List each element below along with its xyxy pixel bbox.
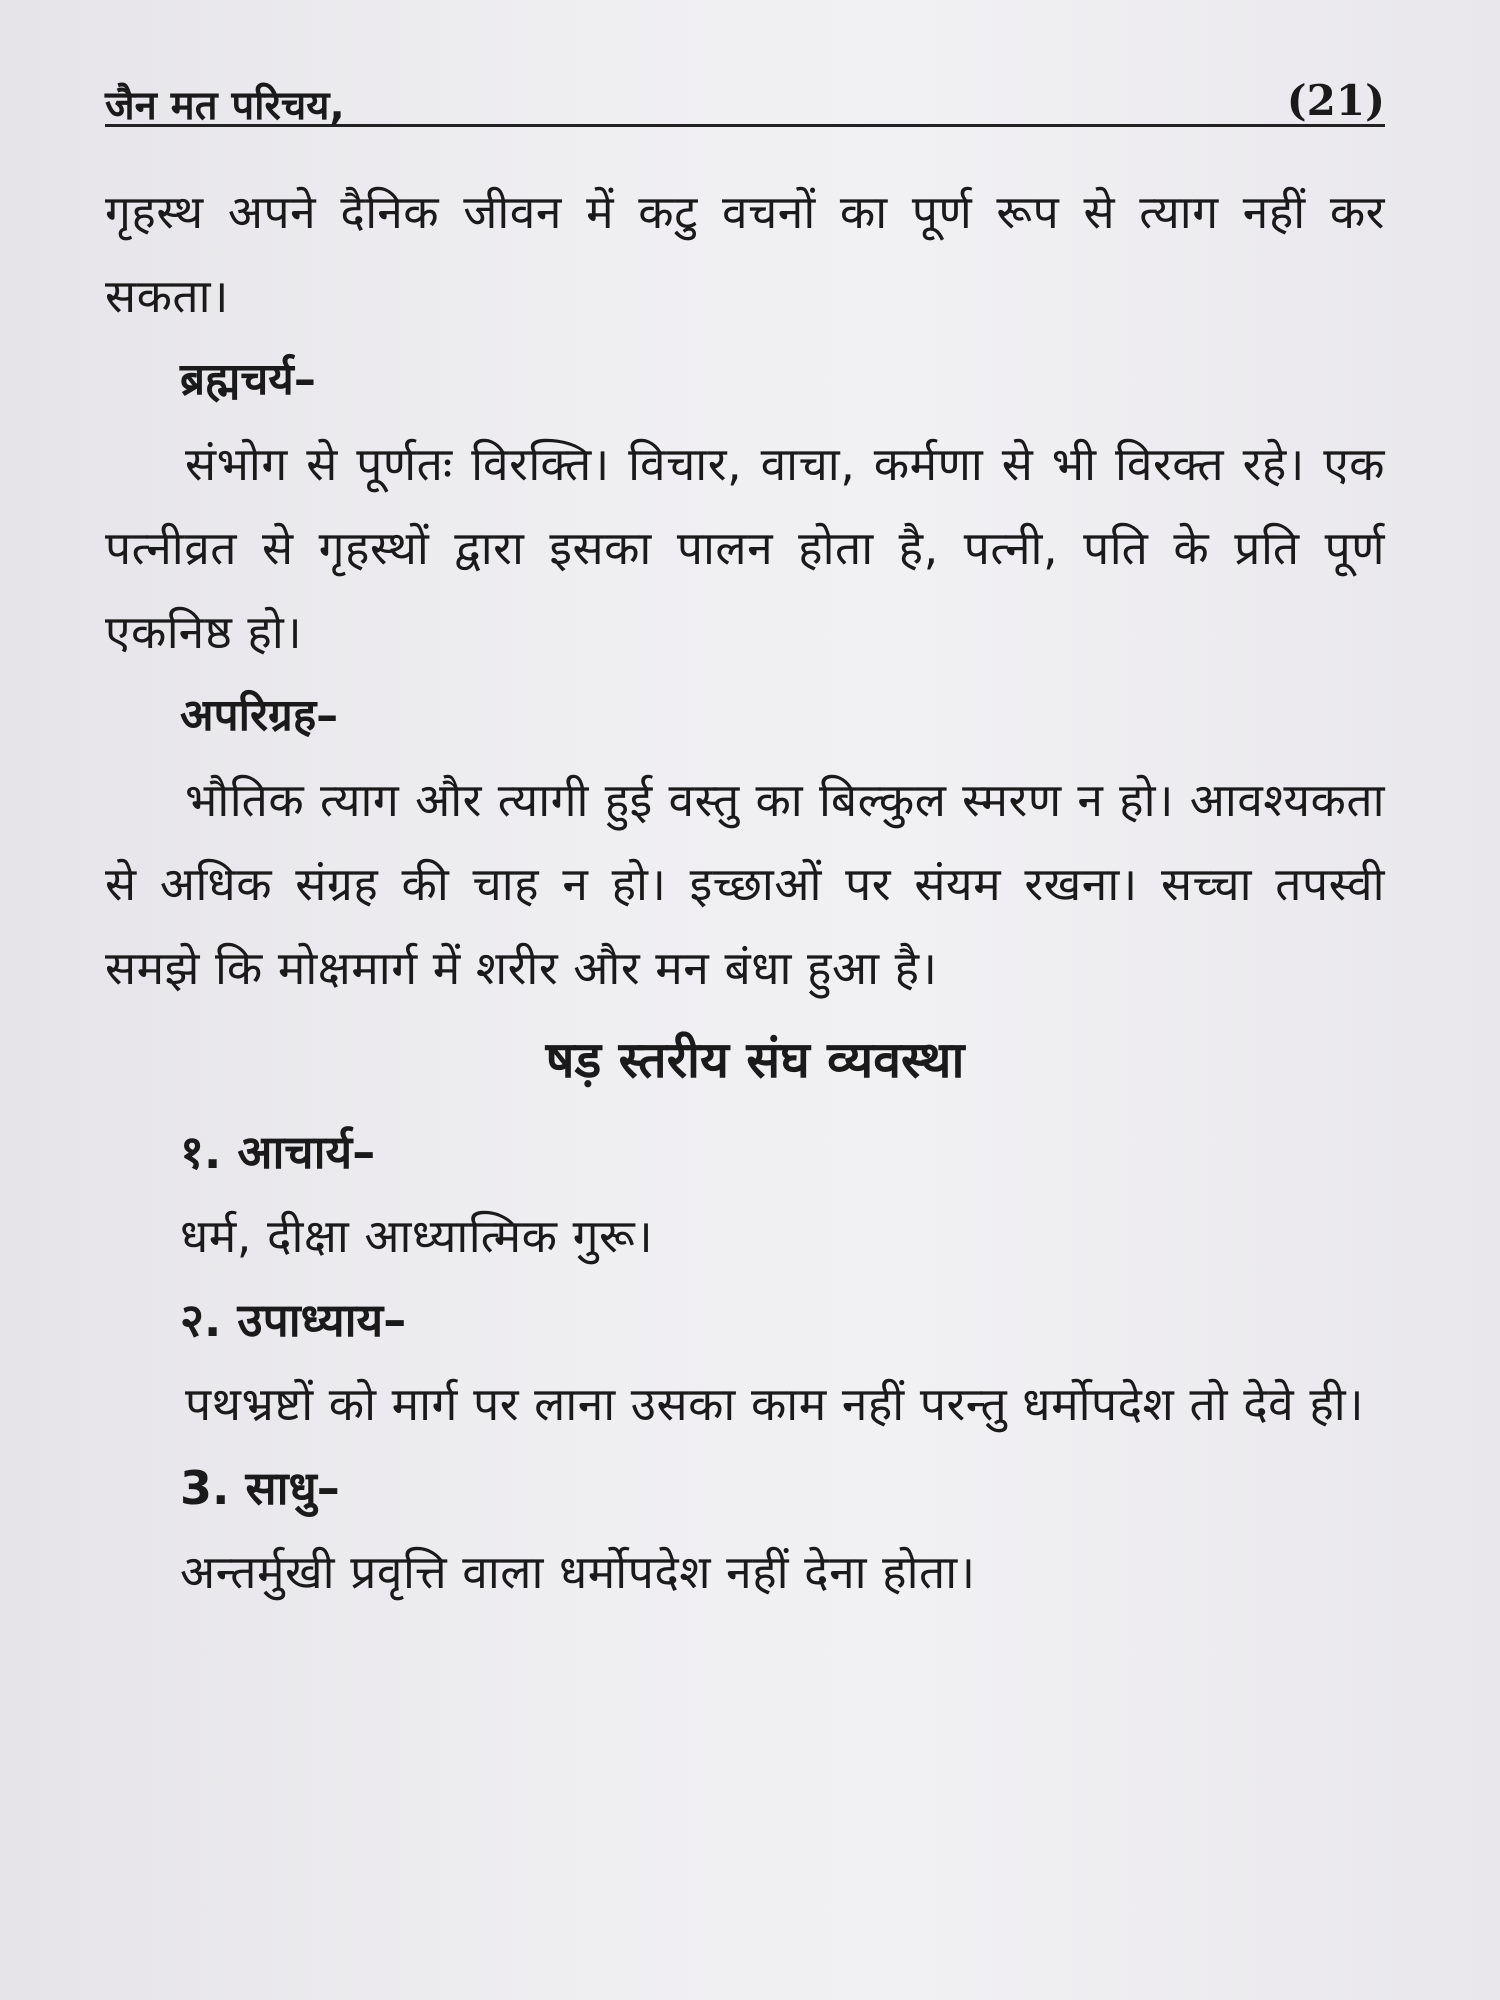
upadhyay-heading: २. उपाध्याय– <box>180 1293 407 1347</box>
aparigraha-paragraph: भौतिक त्याग और त्यागी हुई वस्तु का बिल्कुल स्मरण न हो। आवश्यकता से अधिक संग्रह की चाह न हो। इच्छाओं पर संयम रखना। सच्चा तपस्वी समझे कि मोक्षमार्ग में शरीर और मन बंधा हुआ है। <box>105 773 1385 995</box>
brahmacharya-paragraph: संभोग से पूर्णतः विरक्ति। विचार, वाचा, कर्मणा से भी विरक्त रहे। एक पत्नीव्रत से गृहस्थों द्वारा इसका पालन होता है, पत्नी, पति के प्रति पूर्ण एकनिष्ठ हो। <box>105 437 1385 659</box>
page-body <box>105 170 1385 1614</box>
intro-paragraph: गृहस्थ अपने दैनिक जीवन में कटु वचनों का पूर्ण रूप से त्याग नहीं कर सकता। <box>105 185 1385 323</box>
brahmacharya-heading: ब्रह्मचर्य– <box>180 354 316 405</box>
running-header <box>105 72 1385 127</box>
acharya-paragraph: धर्म, दीक्षा आध्यात्मिक गुरू। <box>180 1209 654 1263</box>
aparigraha-heading: अपरिग्रह– <box>180 690 339 741</box>
sadhu-heading: 3. साधु– <box>180 1461 340 1515</box>
upadhyay-paragraph: पथभ्रष्टों को मार्ग पर लाना उसका काम नहीं परन्तु धर्मोपदेश तो देवे ही। <box>185 1377 1365 1431</box>
section-title: षड़ स्तरीय संघ व्यवस्था <box>545 1031 965 1089</box>
book-title: जैन मत परिचय, <box>105 83 345 129</box>
page-number: (21) <box>1286 76 1385 125</box>
acharya-heading: १. आचार्य– <box>180 1125 376 1179</box>
sadhu-paragraph: अन्तर्मुखी प्रवृत्ति वाला धर्मोपदेश नहीं देना होता। <box>180 1545 976 1599</box>
